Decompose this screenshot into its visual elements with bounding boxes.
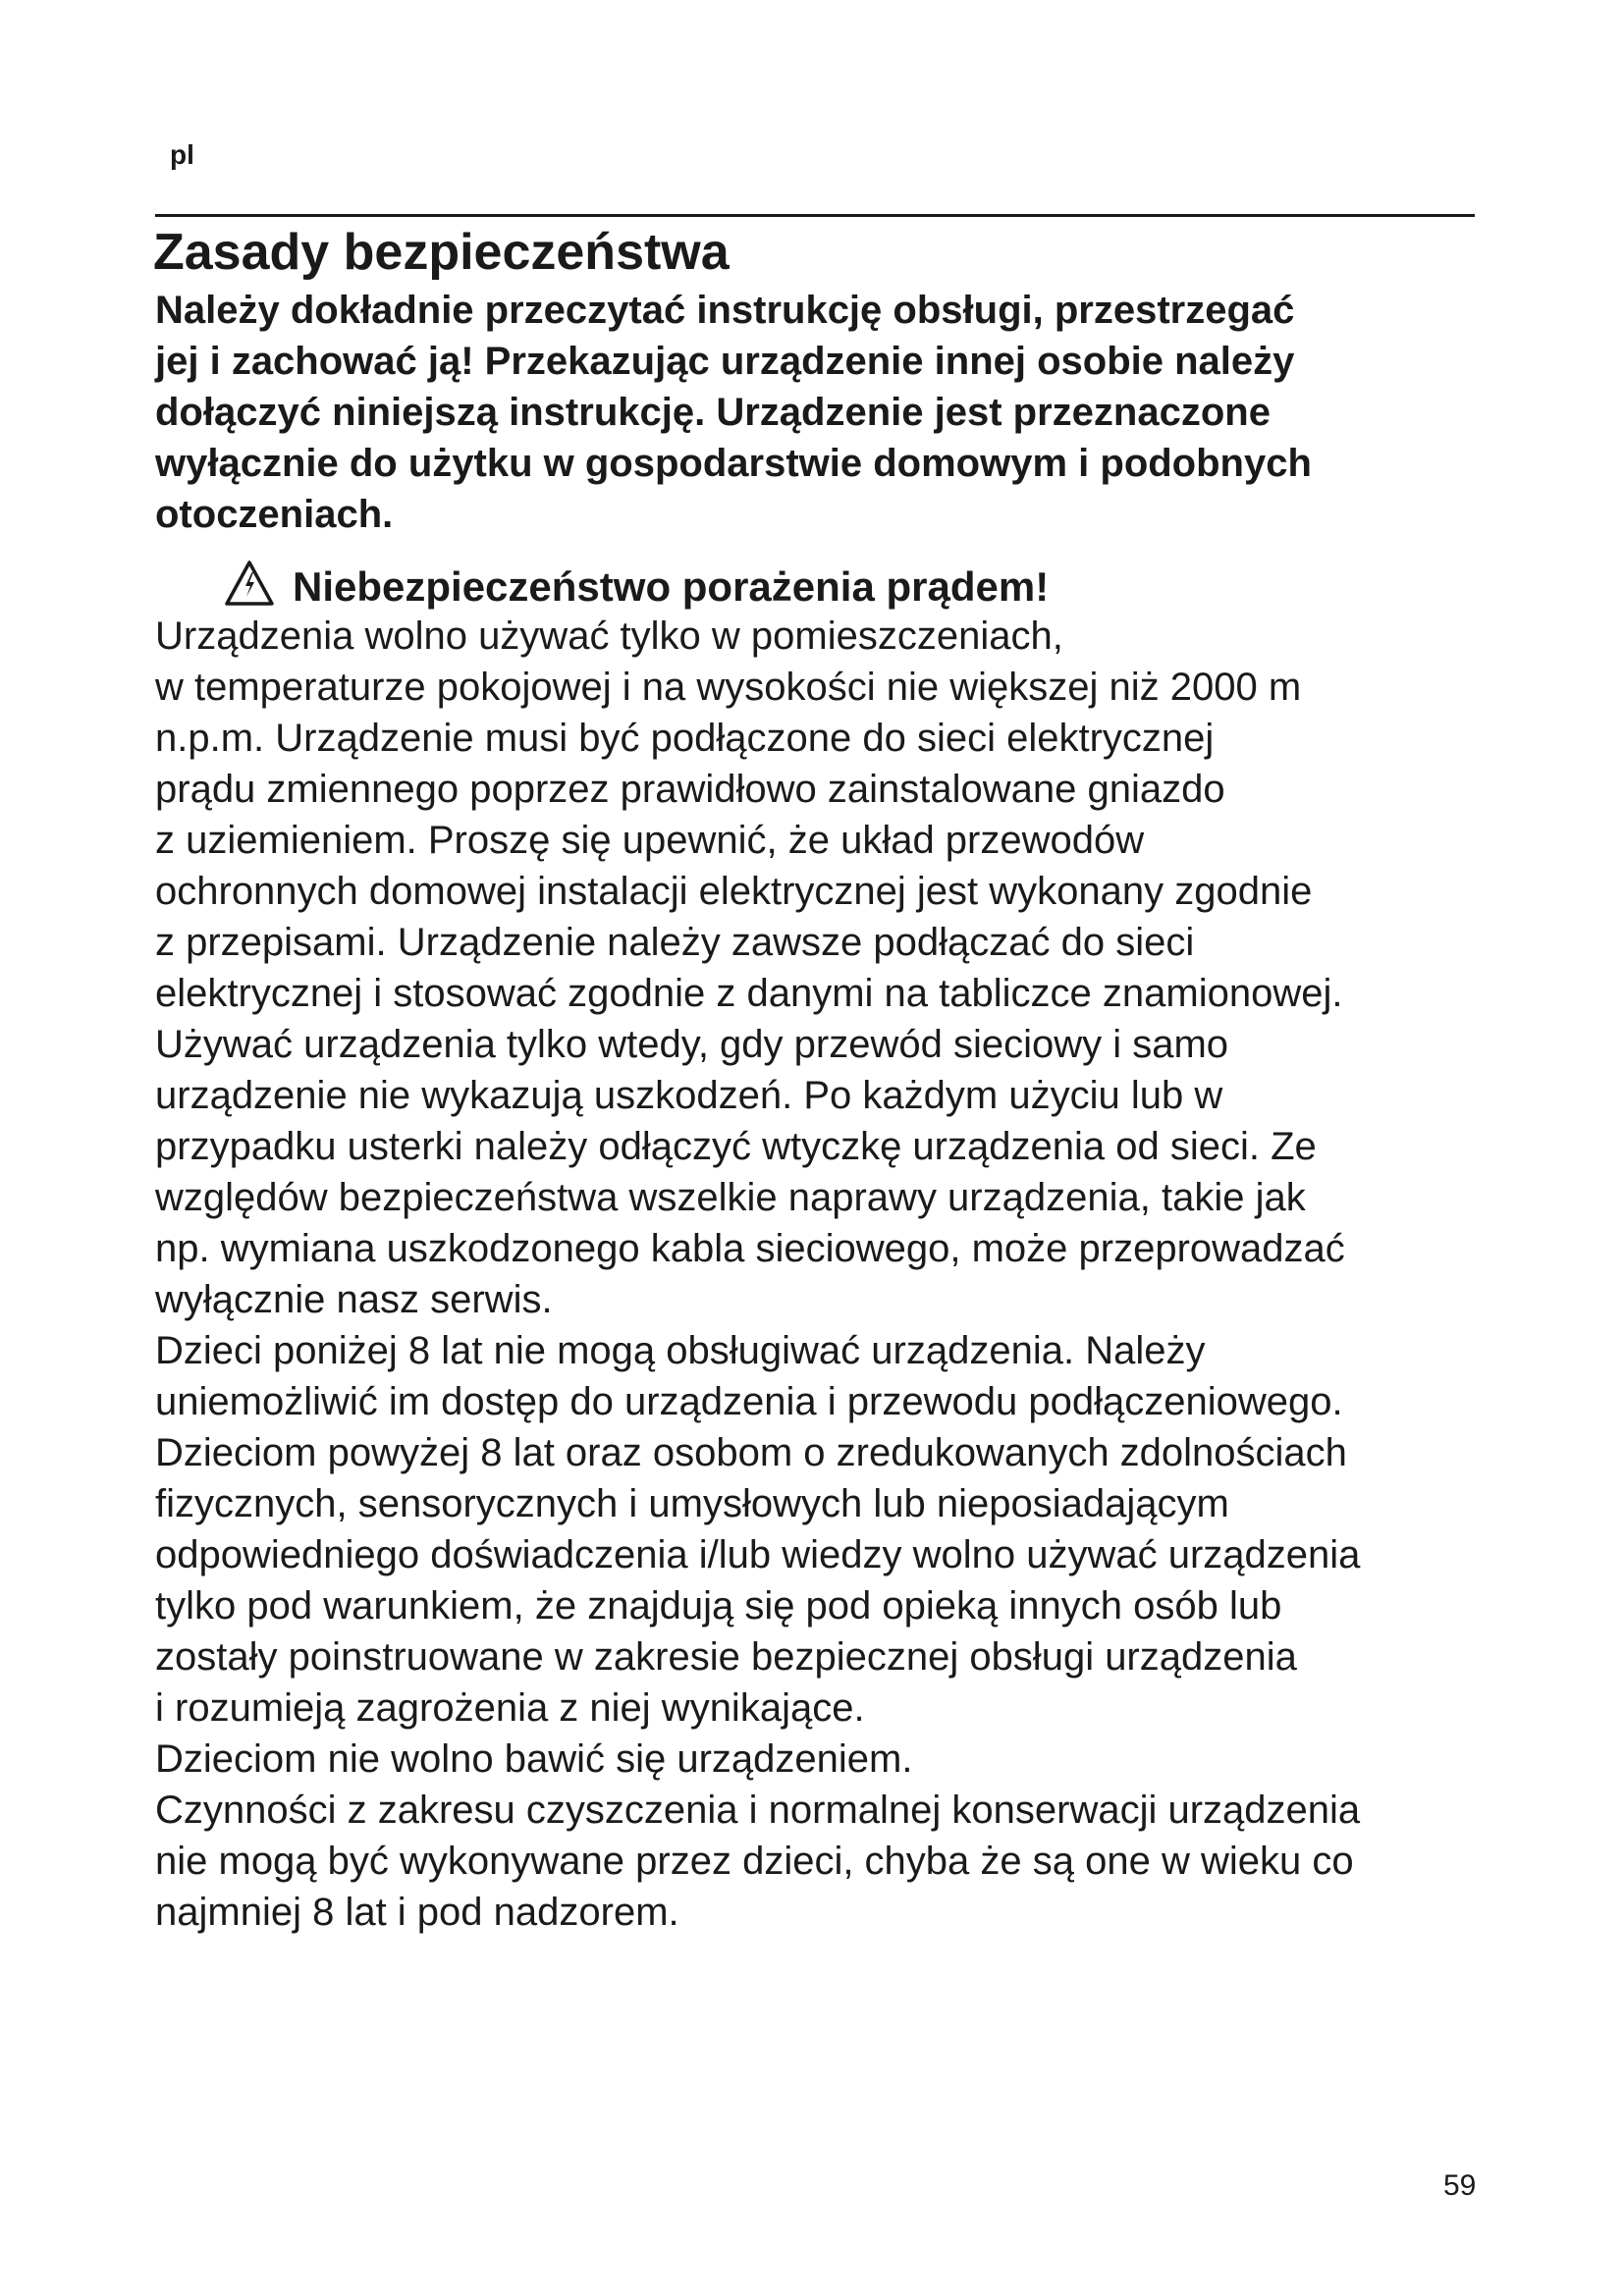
body-line: n.p.m. Urządzenie musi być podłączone do sieci elektrycznej: [155, 717, 1215, 760]
body-line: zostały poinstruowane w zakresie bezpiecznej obsługi urządzenia: [155, 1635, 1297, 1679]
intro-line: jej i zachować ją! Przekazując urządzenie innej osobie należy: [155, 340, 1295, 383]
intro-line: wyłącznie do użytku w gospodarstwie domowym i podobnych: [155, 442, 1312, 485]
body-line: nie mogą być wykonywane przez dzieci, chyba że są one w wieku co: [155, 1840, 1354, 1883]
intro-line: dołączyć niniejszą instrukcję. Urządzenie jest przeznaczone: [155, 391, 1271, 434]
body-line: i rozumieją zagrożenia z niej wynikające.: [155, 1686, 865, 1730]
body-line: względów bezpieczeństwa wszelkie naprawy urządzenia, takie jak: [155, 1176, 1306, 1219]
body-line: np. wymiana uszkodzonego kabla sieciowego, może przeprowadzać: [155, 1227, 1345, 1270]
body-line: ochronnych domowej instalacji elektrycznej jest wykonany zgodnie: [155, 870, 1313, 913]
warning-triangle-icon: [224, 560, 275, 607]
body-line: Dzieciom nie wolno bawić się urządzeniem.: [155, 1737, 913, 1781]
body-line: najmniej 8 lat i pod nadzorem.: [155, 1891, 679, 1934]
intro-paragraph: [155, 285, 1481, 540]
body-line: elektrycznej i stosować zgodnie z danymi na tabliczce znamionowej.: [155, 972, 1343, 1015]
page-number: 59: [1443, 2169, 1477, 2202]
section-title: Zasady bezpieczeństwa: [153, 224, 730, 281]
body-line: odpowiedniego doświadczenia i/lub wiedzy wolno używać urządzenia: [155, 1533, 1361, 1576]
body-line: Dzieci poniżej 8 lat nie mogą obsługiwać urządzenia. Należy: [155, 1329, 1206, 1372]
body-line: Dzieciom powyżej 8 lat oraz osobom o zredukowanych zdolnościach: [155, 1431, 1347, 1474]
body-line: z przepisami. Urządzenie należy zawsze podłączać do sieci: [155, 921, 1195, 964]
body-line: prądu zmiennego poprzez prawidłowo zainstalowane gniazdo: [155, 768, 1225, 811]
intro-line: Należy dokładnie przeczytać instrukcję obsługi, przestrzegać: [155, 289, 1295, 332]
section-divider: [155, 214, 1475, 217]
warning-title-text: Niebezpieczeństwo porażenia prądem!: [293, 563, 1050, 610]
body-line: uniemożliwić im dostęp do urządzenia i przewodu podłączeniowego.: [155, 1380, 1343, 1423]
body-line: z uziemieniem. Proszę się upewnić, że układ przewodów: [155, 819, 1145, 862]
warning-heading: [224, 560, 1049, 614]
safety-body-text: [155, 611, 1481, 1938]
body-line: w temperaturze pokojowej i na wysokości nie większej niż 2000 m: [155, 666, 1302, 709]
body-line: Używać urządzenia tylko wtedy, gdy przewód sieciowy i samo: [155, 1023, 1229, 1066]
body-line: fizycznych, sensorycznych i umysłowych lub nieposiadającym: [155, 1482, 1229, 1525]
body-line: tylko pod warunkiem, że znajdują się pod opieką innych osób lub: [155, 1584, 1282, 1628]
body-line: Czynności z zakresu czyszczenia i normalnej konserwacji urządzenia: [155, 1789, 1361, 1832]
body-line: urządzenie nie wykazują uszkodzeń. Po każdym użyciu lub w: [155, 1074, 1223, 1117]
intro-line: otoczeniach.: [155, 493, 394, 536]
language-code: pl: [170, 139, 194, 170]
body-line: wyłącznie nasz serwis.: [155, 1278, 553, 1321]
body-line: Urządzenia wolno używać tylko w pomieszczeniach,: [155, 614, 1063, 658]
body-line: przypadku usterki należy odłączyć wtyczkę urządzenia od sieci. Ze: [155, 1125, 1317, 1168]
